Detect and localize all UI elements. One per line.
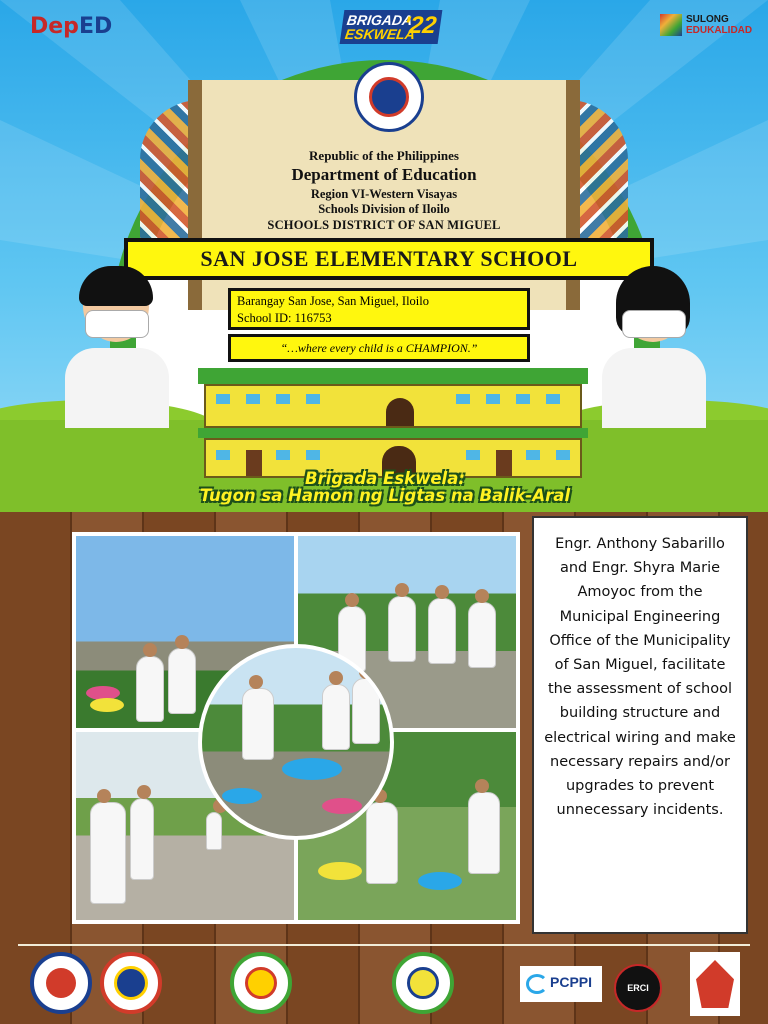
school-building-illustration — [198, 368, 588, 478]
brigada-theme-title — [180, 470, 590, 504]
deped-seal-icon — [354, 62, 424, 132]
sulong-edukalidad-icon — [660, 14, 682, 36]
girl-mascot — [592, 270, 712, 430]
brigada-theme-line2: Tugon sa Hamon ng Ligtas na Balik-Aral — [199, 486, 571, 505]
school-motto: “…where every child is a CHAMPION.” — [228, 334, 530, 362]
school-name-banner: SAN JOSE ELEMENTARY SCHOOL — [124, 238, 654, 280]
photo-circle-table-inspection — [198, 644, 394, 840]
activity-description: Engr. Anthony Sabarillo and Engr. Shyra Marie Amoyoc from the Municipal Engineering Office of the Municipality of San Miguel, facilitate the assessment of school building structure and electrical wiring and make necessary repairs and/or upgrades to prevent unnecessary incidents. — [544, 536, 736, 819]
deped-region6-seal-icon — [30, 952, 92, 1014]
district-heading: SCHOOLS DISTRICT OF SAN MIGUEL — [267, 218, 501, 232]
pcppi-logo: PCPPI — [520, 966, 602, 1002]
activity-description-box — [532, 516, 748, 934]
school-address: Barangay San Jose, San Miguel, Iloilo — [237, 294, 429, 308]
school-id: School ID: 116753 — [237, 311, 332, 325]
brigada-theme-line1: Brigada Eskwela: — [305, 469, 465, 488]
erci-logo: ERCI — [614, 964, 662, 1012]
deped-seal-footer-icon — [100, 952, 162, 1014]
deped-logo: DepED — [30, 14, 113, 39]
partner-logo-icon — [690, 952, 740, 1016]
division-heading: Schools Division of Iloilo — [318, 202, 450, 216]
republic-heading: Republic of the Philippines — [309, 148, 459, 163]
brigada-eskwela-logo: BRIGADA ESKWELA '22 — [340, 10, 443, 44]
department-heading: Department of Education — [291, 165, 477, 184]
boy-mascot — [55, 270, 175, 430]
school-address-box — [228, 288, 530, 330]
footer-divider — [18, 944, 750, 946]
barangay-san-jose-seal-icon — [392, 952, 454, 1014]
photo-collage — [72, 532, 520, 924]
region-heading: Region VI-Western Visayas — [310, 187, 458, 201]
san-jose-elementary-school-seal-icon — [230, 952, 292, 1014]
sulong-edukalidad-logo: SULONG EDUKALIDAD — [660, 14, 752, 36]
